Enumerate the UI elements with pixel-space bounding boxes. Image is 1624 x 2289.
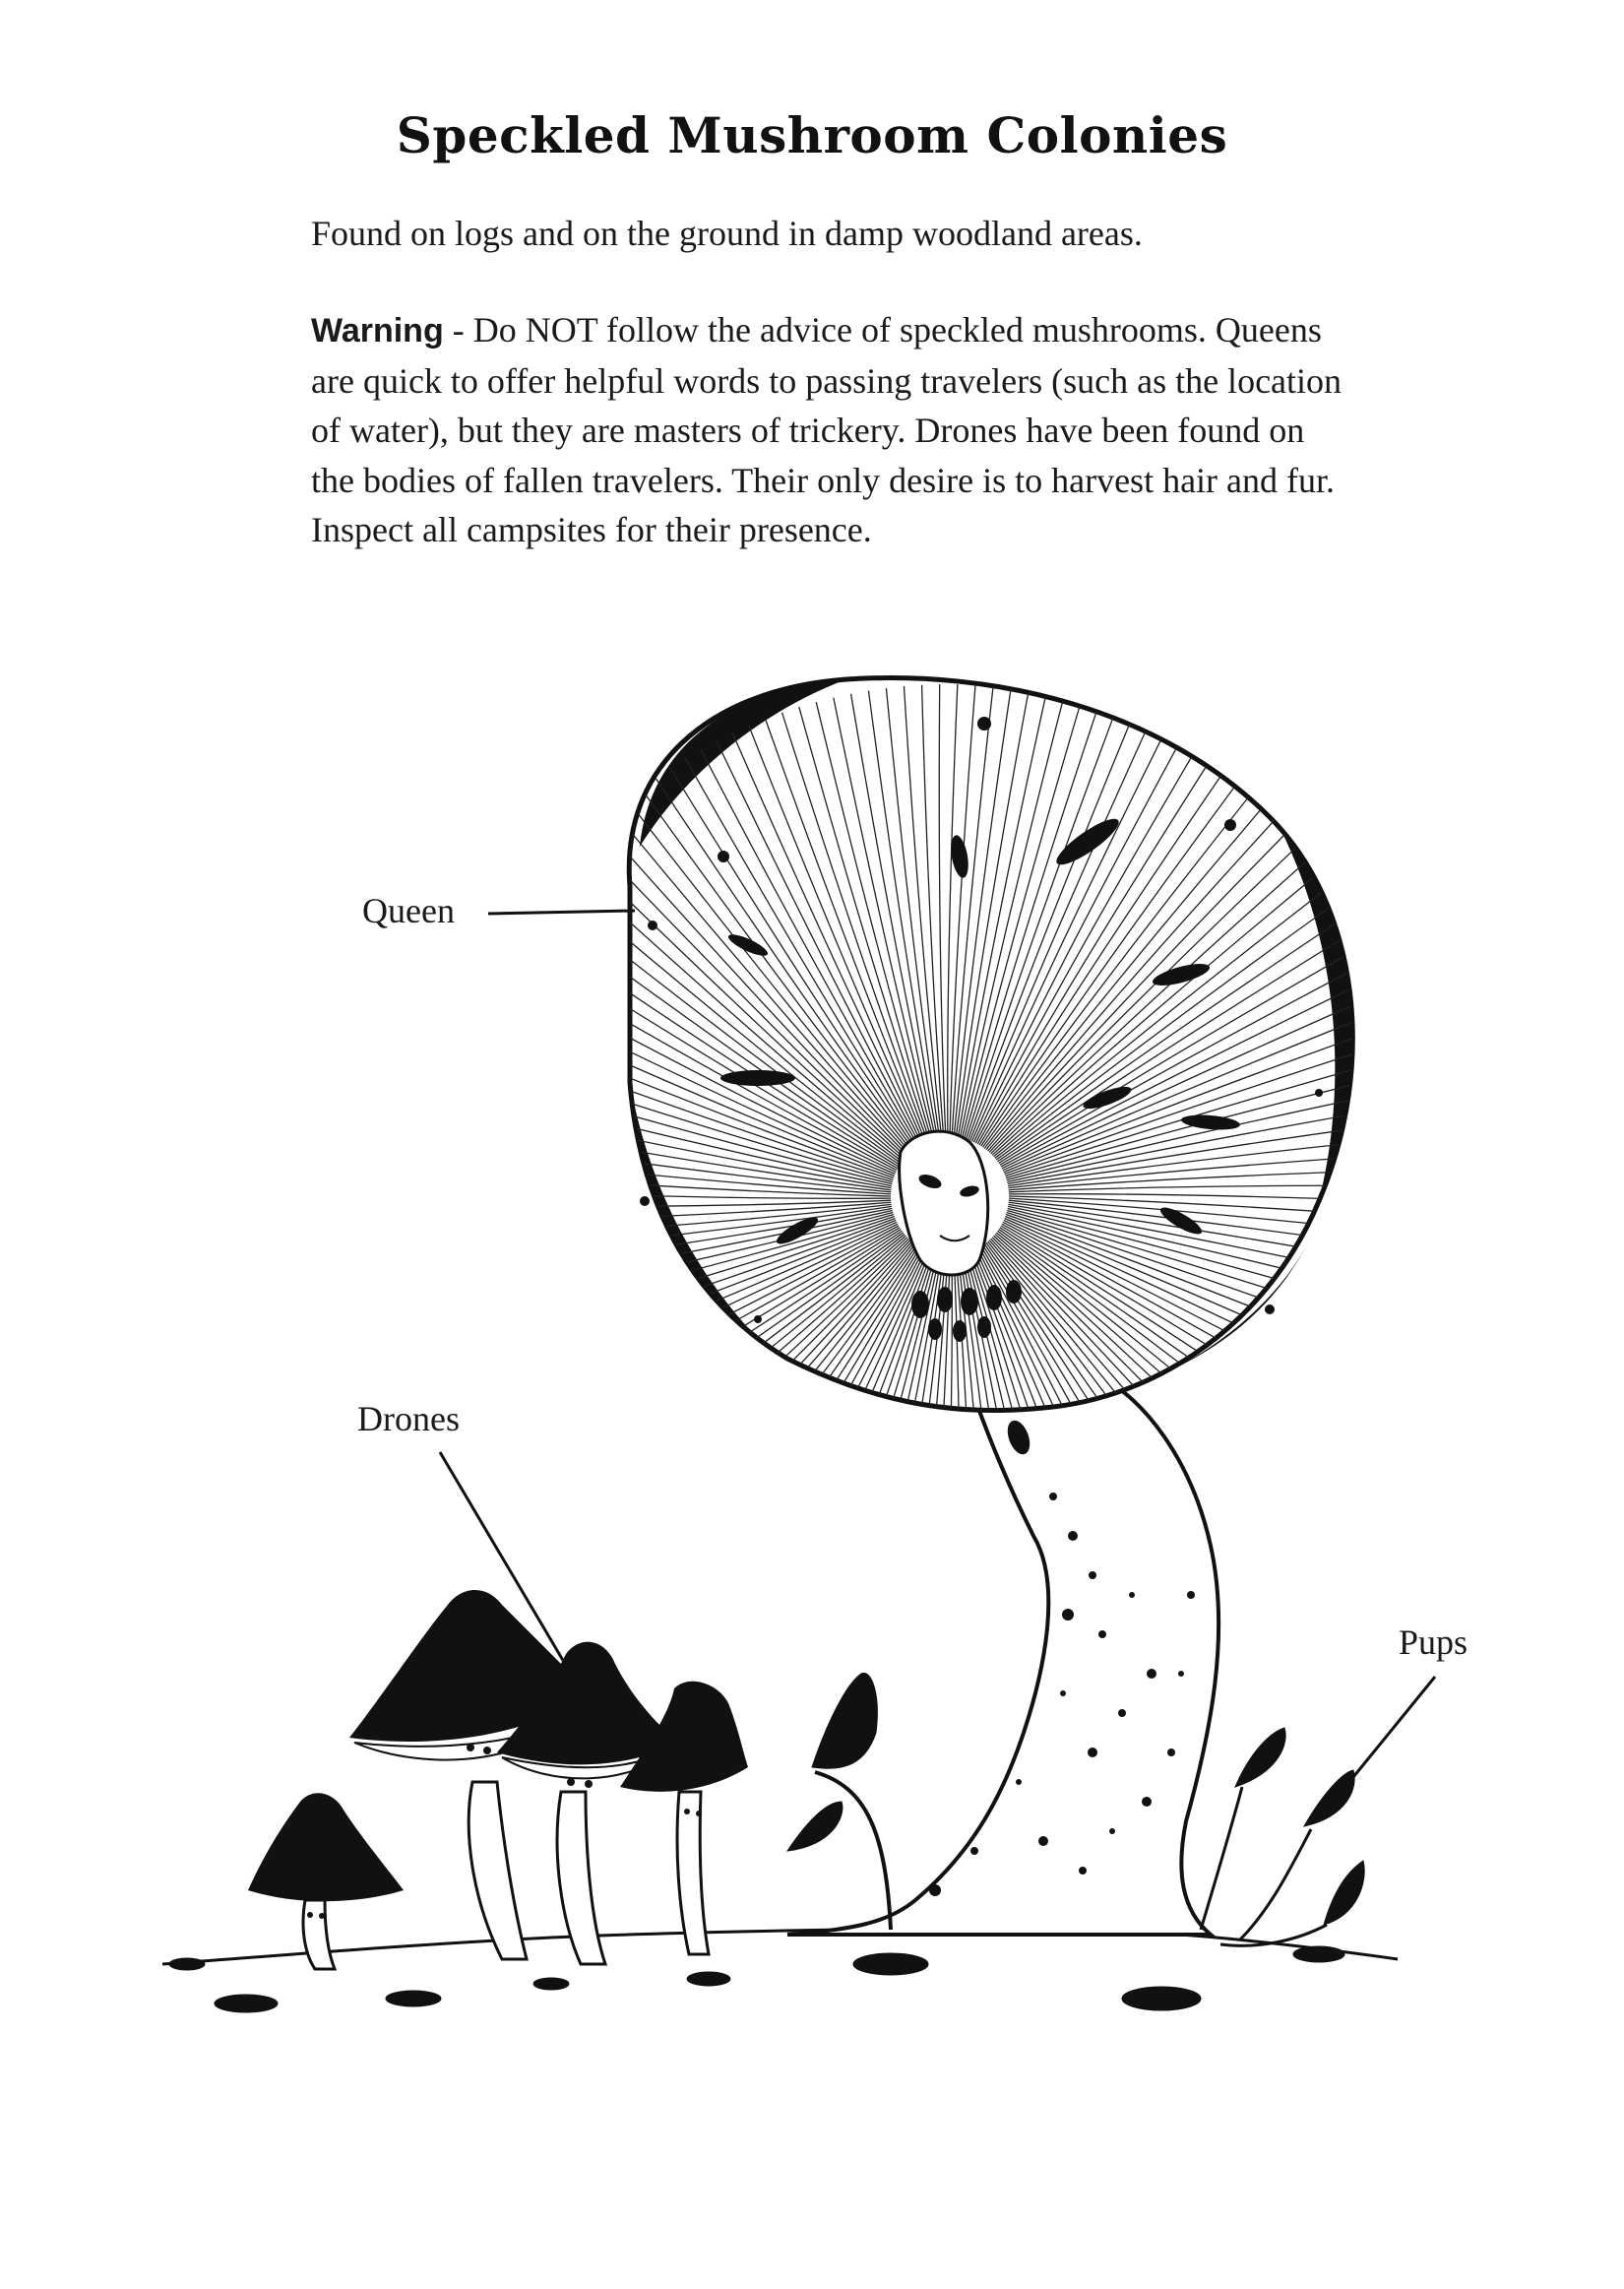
warning-label: Warning	[311, 312, 444, 350]
pups-label: Pups	[1399, 1622, 1468, 1662]
intro-text: Found on logs and on the ground in damp woodland areas.	[311, 214, 1143, 253]
ground	[162, 1928, 1398, 2012]
drone-mushroom-small	[248, 1793, 404, 1969]
drones-label: Drones	[357, 1399, 460, 1438]
queen-leader-line	[488, 911, 635, 914]
warning-text: - Do NOT follow the advice of speckled mushrooms. Queens are quick to offer helpful words to passing travelers (such as the location of water), but they are masters of trickery. Drones have been found on the bodies of fallen travelers. Their only desire is to harvest hair and fur. Inspect all campsites for their presence.	[311, 310, 1343, 549]
page-title: Speckled Mushroom Colonies	[396, 106, 1228, 164]
pups-leader-line	[1353, 1677, 1435, 1777]
queen-label: Queen	[362, 891, 455, 930]
